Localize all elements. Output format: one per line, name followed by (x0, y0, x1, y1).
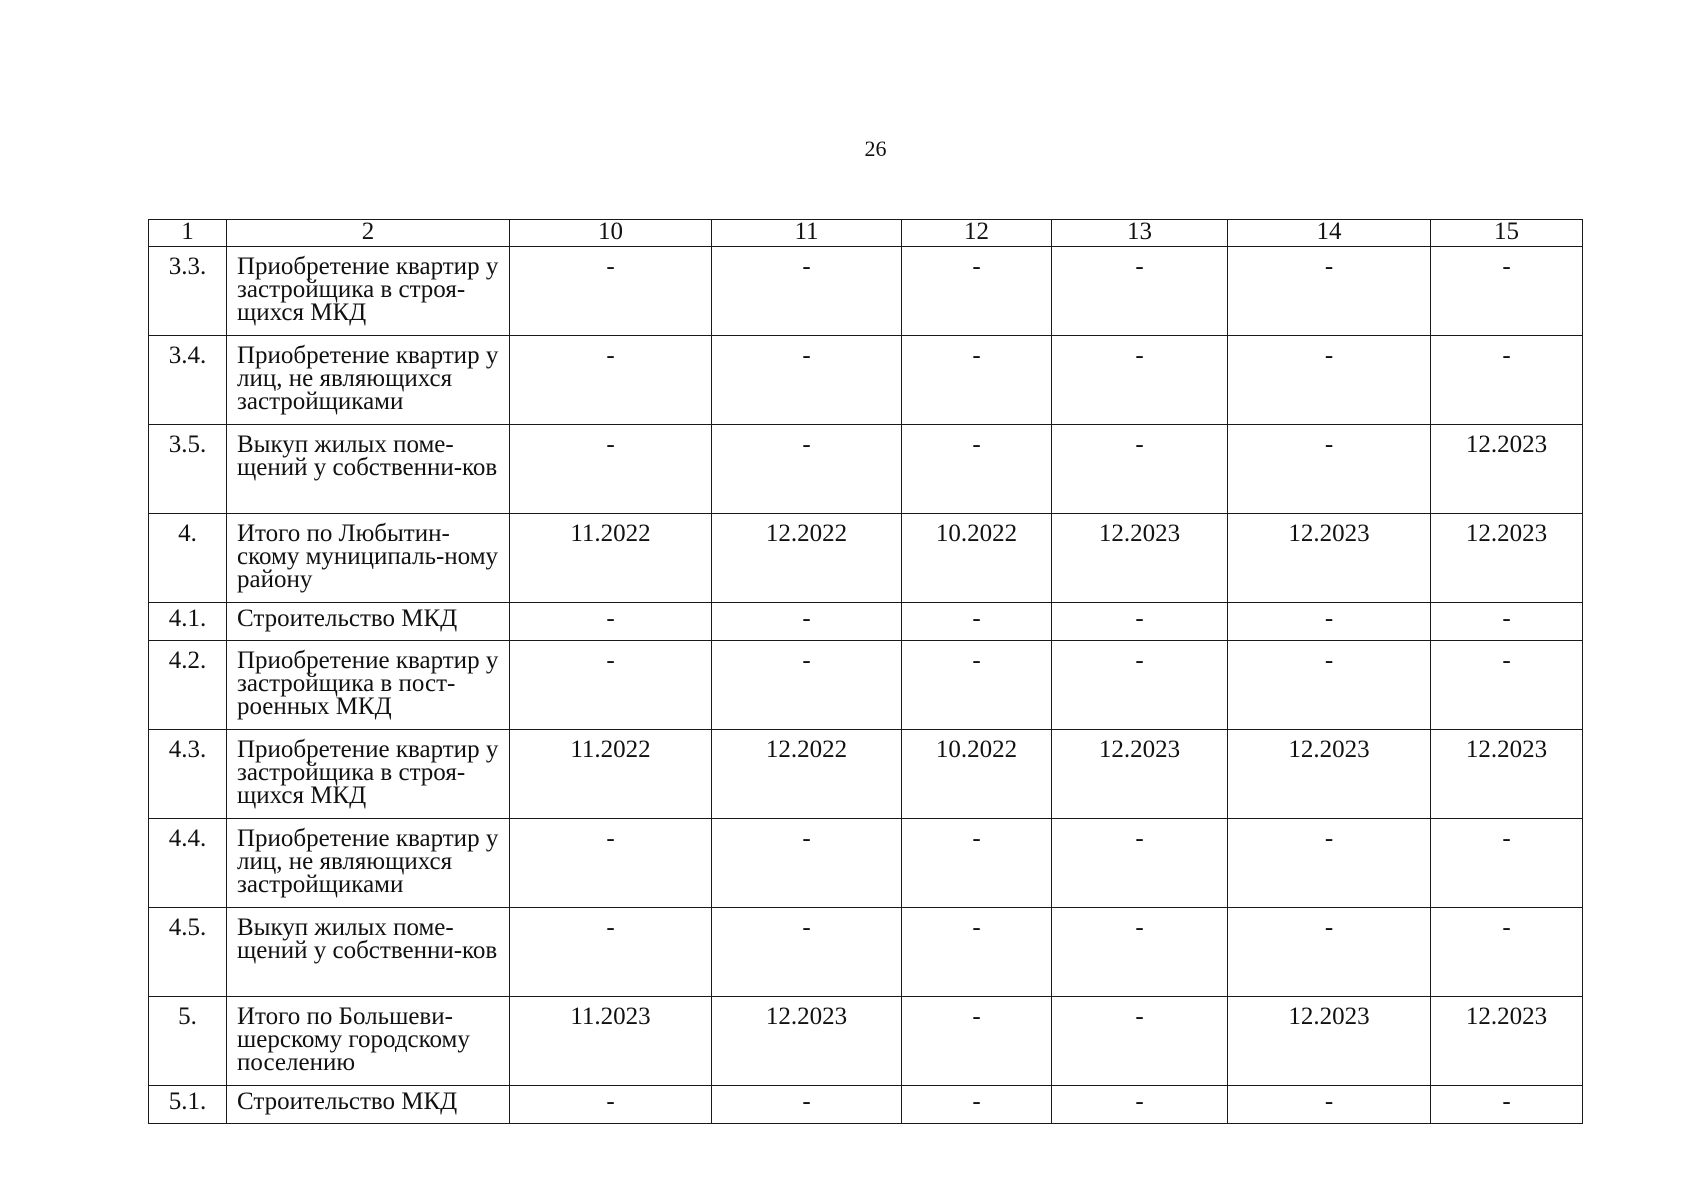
header-row (149, 220, 1583, 247)
row-name-cell: Приобретение квартир у лиц, не являющихся застройщиками (227, 336, 510, 425)
value-cell: 12.2022 (712, 514, 902, 603)
value-cell: 12.2023 (1228, 730, 1431, 819)
row-number-cell: 5.1. (149, 1086, 227, 1124)
row-name-cell: Строительство МКД (227, 1086, 510, 1124)
table-row (149, 603, 1583, 641)
row-number-cell: 4.4. (149, 819, 227, 908)
header-cell: 11 (712, 220, 902, 247)
row-number-cell: 3.5. (149, 425, 227, 514)
row-number-cell: 3.4. (149, 336, 227, 425)
table-row (149, 336, 1583, 425)
value-cell: - (1431, 819, 1583, 908)
value-cell: - (902, 247, 1052, 336)
value-cell: - (1228, 908, 1431, 997)
value-cell: - (1052, 336, 1228, 425)
value-cell: - (510, 641, 712, 730)
value-cell: 12.2023 (1431, 514, 1583, 603)
value-cell: - (1228, 336, 1431, 425)
value-cell: - (1228, 425, 1431, 514)
row-number-cell: 5. (149, 997, 227, 1086)
value-cell: - (712, 247, 902, 336)
row-name-cell: Приобретение квартир у застройщика в строя-щихся МКД (227, 730, 510, 819)
value-cell: - (1052, 641, 1228, 730)
value-cell: 11.2023 (510, 997, 712, 1086)
value-cell: - (1431, 336, 1583, 425)
row-name-cell: Выкуп жилых поме-щений у собственни-ков (227, 908, 510, 997)
table-row (149, 819, 1583, 908)
value-cell: - (1431, 641, 1583, 730)
table-row (149, 641, 1583, 730)
value-cell: 11.2022 (510, 730, 712, 819)
row-number-cell: 4.2. (149, 641, 227, 730)
value-cell: 10.2022 (902, 730, 1052, 819)
header-cell: 15 (1431, 220, 1583, 247)
value-cell: - (510, 336, 712, 425)
header-cell: 10 (510, 220, 712, 247)
table-row (149, 514, 1583, 603)
table-row (149, 730, 1583, 819)
value-cell: - (510, 247, 712, 336)
row-name-cell: Выкуп жилых поме-щений у собственни-ков (227, 425, 510, 514)
header-cell: 1 (149, 220, 227, 247)
value-cell: - (712, 336, 902, 425)
row-name-cell: Приобретение квартир у лиц, не являющихся застройщиками (227, 819, 510, 908)
value-cell: - (1228, 641, 1431, 730)
value-cell: - (1052, 908, 1228, 997)
value-cell: 12.2023 (1431, 730, 1583, 819)
value-cell: 11.2022 (510, 514, 712, 603)
table-row (149, 247, 1583, 336)
value-cell: 12.2023 (1228, 997, 1431, 1086)
value-cell: - (510, 603, 712, 641)
value-cell: - (902, 425, 1052, 514)
value-cell: - (510, 425, 712, 514)
value-cell: - (712, 1086, 902, 1124)
value-cell: - (902, 603, 1052, 641)
value-cell: - (510, 819, 712, 908)
value-cell: - (1228, 1086, 1431, 1124)
table-body (149, 247, 1583, 1124)
value-cell: - (712, 819, 902, 908)
value-cell: - (712, 641, 902, 730)
table-row (149, 908, 1583, 997)
row-number-cell: 4.3. (149, 730, 227, 819)
value-cell: - (902, 997, 1052, 1086)
table-row (149, 1086, 1583, 1124)
value-cell: - (1431, 603, 1583, 641)
value-cell: - (902, 641, 1052, 730)
row-number-cell: 4.5. (149, 908, 227, 997)
row-name-cell: Итого по Любытин-скому муниципаль-ному району (227, 514, 510, 603)
value-cell: 12.2023 (1431, 425, 1583, 514)
value-cell: - (902, 908, 1052, 997)
value-cell: - (1431, 247, 1583, 336)
row-number-cell: 4. (149, 514, 227, 603)
value-cell: - (1228, 819, 1431, 908)
value-cell: 10.2022 (902, 514, 1052, 603)
value-cell: 12.2023 (1052, 730, 1228, 819)
value-cell: 12.2023 (1431, 997, 1583, 1086)
value-cell: - (1052, 997, 1228, 1086)
value-cell: - (1228, 603, 1431, 641)
value-cell: - (510, 908, 712, 997)
value-cell: - (1431, 908, 1583, 997)
row-number-cell: 4.1. (149, 603, 227, 641)
value-cell: - (1431, 1086, 1583, 1124)
table-row (149, 425, 1583, 514)
row-number-cell: 3.3. (149, 247, 227, 336)
value-cell: - (1052, 819, 1228, 908)
value-cell: - (902, 336, 1052, 425)
value-cell: 12.2022 (712, 730, 902, 819)
value-cell: - (902, 1086, 1052, 1124)
value-cell: 12.2023 (712, 997, 902, 1086)
header-cell: 14 (1228, 220, 1431, 247)
value-cell: - (712, 603, 902, 641)
value-cell: - (902, 819, 1052, 908)
value-cell: - (712, 908, 902, 997)
value-cell: - (1052, 247, 1228, 336)
value-cell: - (712, 425, 902, 514)
value-cell: - (1052, 1086, 1228, 1124)
row-name-cell: Итого по Большеви-шерскому городскому поселению (227, 997, 510, 1086)
value-cell: - (1228, 247, 1431, 336)
header-cell: 2 (227, 220, 510, 247)
page-number: 26 (864, 136, 887, 161)
value-cell: 12.2023 (1052, 514, 1228, 603)
row-name-cell: Приобретение квартир у застройщика в строя-щихся МКД (227, 247, 510, 336)
value-cell: 12.2023 (1228, 514, 1431, 603)
table-row (149, 997, 1583, 1086)
header-cell: 12 (902, 220, 1052, 247)
header-cell: 13 (1052, 220, 1228, 247)
value-cell: - (510, 1086, 712, 1124)
row-name-cell: Строительство МКД (227, 603, 510, 641)
row-name-cell: Приобретение квартир у застройщика в пост-роенных МКД (227, 641, 510, 730)
schedule-table (148, 219, 1583, 1124)
value-cell: - (1052, 425, 1228, 514)
value-cell: - (1052, 603, 1228, 641)
